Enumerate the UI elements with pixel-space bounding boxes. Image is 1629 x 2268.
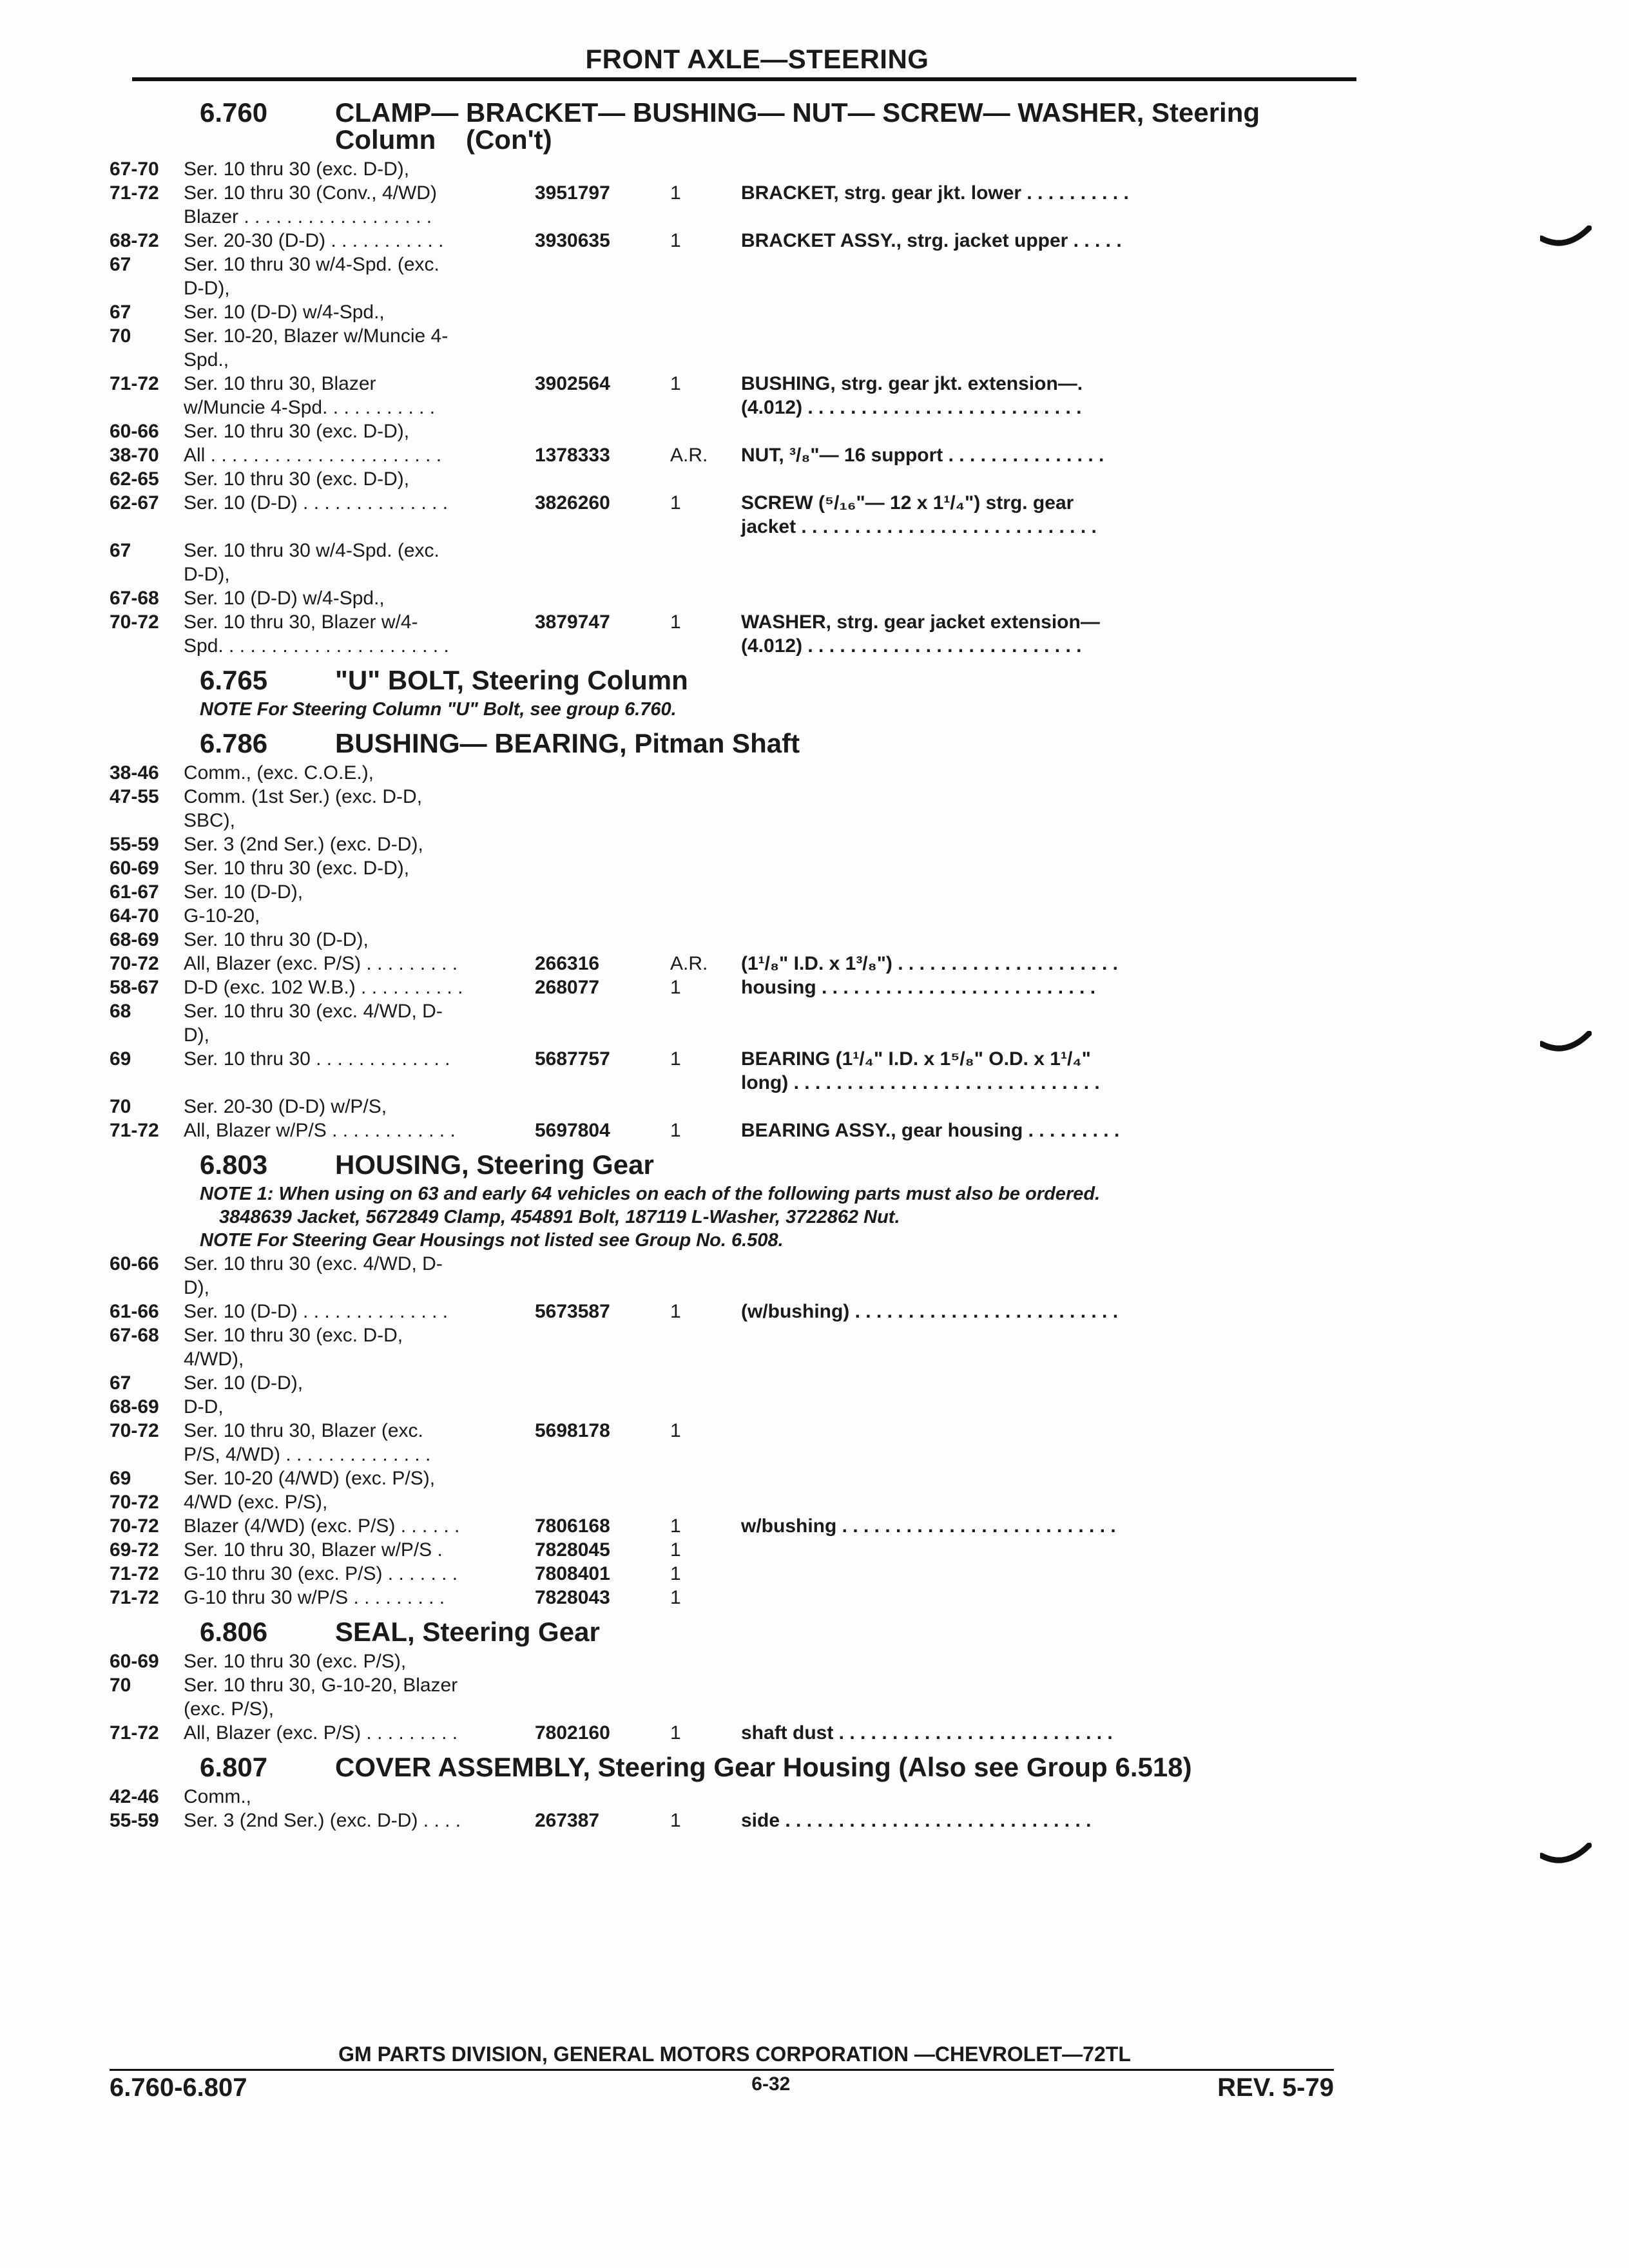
year-range: 71-72 <box>110 1563 159 1584</box>
model-description: Ser. 10 thru 30 (exc. 4/WD, D- D), <box>184 1001 443 1046</box>
table-row <box>110 443 1398 467</box>
model-description: Ser. 10 thru 30, G-10-20, Blazer (exc. P/S), <box>184 1675 458 1720</box>
quantity: 1 <box>670 492 681 514</box>
year-range: 69 <box>110 1468 131 1489</box>
table-row <box>110 467 1398 491</box>
part-name: BRACKET ASSY., strg. jacket upper . . . . . <box>741 230 1122 251</box>
model-description: Blazer (4/WD) (exc. P/S) . . . . . . <box>184 1515 460 1537</box>
year-range: 70 <box>110 1096 131 1117</box>
model-description: Ser. 10 (D-D) w/4-Spd., <box>184 302 385 323</box>
group-subtitle: Column (Con't) <box>335 124 552 155</box>
table-row <box>110 491 1398 539</box>
year-range: 42-46 <box>110 1786 159 1807</box>
table-row <box>110 586 1398 610</box>
quantity: 1 <box>670 1515 681 1537</box>
year-range: 70-72 <box>110 1420 159 1441</box>
table-row <box>110 300 1398 324</box>
model-description: Ser. 10 (D-D) . . . . . . . . . . . . . . <box>184 1301 448 1322</box>
year-range: 69 <box>110 1048 131 1070</box>
year-range: 67 <box>110 540 131 561</box>
model-description: G-10 thru 30 (exc. P/S) . . . . . . . <box>184 1563 458 1584</box>
part-number: 5697804 <box>535 1120 610 1141</box>
year-range: 60-66 <box>110 421 159 442</box>
group-title: "U" BOLT, Steering Column <box>335 665 688 695</box>
table-row <box>110 856 1398 880</box>
table-row <box>110 1586 1398 1610</box>
model-description: Ser. 10 (D-D), <box>184 1372 304 1394</box>
part-name: (w/bushing) . . . . . . . . . . . . . . . . . . . . . . . . . <box>741 1301 1119 1322</box>
table-row <box>110 157 1398 181</box>
part-number: 7806168 <box>535 1515 610 1537</box>
part-name: BRACKET, strg. gear jkt. lower . . . . . . . . . . <box>741 182 1129 204</box>
footer-corporation: GM PARTS DIVISION, GENERAL MOTORS CORPORATION —CHEVROLET—72TL <box>338 2042 1131 2066</box>
year-range: 61-67 <box>110 881 159 903</box>
model-description: Ser. 10 thru 30, Blazer w/Muncie 4-Spd. . . . . . . . . . . <box>184 373 436 418</box>
table-row <box>110 324 1398 372</box>
year-range: 62-67 <box>110 492 159 514</box>
year-range: 68-72 <box>110 230 159 251</box>
table-row <box>110 1649 1398 1673</box>
table-row <box>110 1252 1398 1300</box>
table-row <box>110 952 1398 975</box>
part-name: side . . . . . . . . . . . . . . . . . . . . . . . . . . . . . <box>741 1810 1092 1831</box>
note-line: NOTE 1: When using on 63 and early 64 vehicles on each of the following parts must also be ordered. <box>200 1184 1101 1204</box>
table-row <box>110 253 1398 300</box>
part-name: NUT, ³/₈"— 16 support . . . . . . . . . . . . . . . <box>741 445 1104 466</box>
note-line: 3848639 Jacket, 5672849 Clamp, 454891 Bolt, 187119 L-Washer, 3722862 Nut. <box>219 1207 900 1227</box>
model-description: Ser. 10 thru 30, Blazer w/4- Spd. . . . . . . . . . . . . . . . . . . . . . <box>184 611 449 657</box>
year-range: 68 <box>110 1001 131 1022</box>
part-name: BEARING ASSY., gear housing . . . . . . . . . <box>741 1120 1120 1141</box>
table-row <box>110 1562 1398 1586</box>
page-header <box>132 44 1356 81</box>
group-heading <box>110 1151 1398 1178</box>
model-description: All, Blazer (exc. P/S) . . . . . . . . . <box>184 953 458 974</box>
model-description: Ser. 20-30 (D-D) w/P/S, <box>184 1096 387 1117</box>
table-row <box>110 1047 1398 1095</box>
model-description: Ser. 10 thru 30 (D-D), <box>184 929 369 950</box>
year-range: 64-70 <box>110 905 159 927</box>
part-number: 7828043 <box>535 1587 610 1608</box>
year-range: 68-69 <box>110 1396 159 1418</box>
model-description: D-D, <box>184 1396 224 1418</box>
year-range: 60-69 <box>110 1651 159 1672</box>
group-number: 6.760 <box>200 97 268 128</box>
part-name: housing . . . . . . . . . . . . . . . . . . . . . . . . . . <box>741 977 1096 998</box>
group-number: 6.803 <box>200 1149 268 1180</box>
model-description: Ser. 3 (2nd Ser.) (exc. D-D) . . . . <box>184 1810 461 1831</box>
group-title: HOUSING, Steering Gear <box>335 1149 654 1180</box>
year-range: 71-72 <box>110 1722 159 1744</box>
binder-mark-icon <box>1540 226 1592 258</box>
year-range: 70-72 <box>110 1492 159 1513</box>
part-name: BEARING (1¹/₄" I.D. x 1⁵/₈" O.D. x 1¹/₄" long) . . . . . . . . . . . . . . . . . . . . . . . . . . . . . <box>741 1048 1100 1093</box>
table-row <box>110 1300 1398 1323</box>
group-heading <box>110 99 1398 153</box>
note-line: NOTE For Steering Gear Housings not listed see Group No. 6.508. <box>200 1230 784 1251</box>
model-description: Ser. 10 thru 30 (exc. D-D), <box>184 159 410 180</box>
part-number: 7808401 <box>535 1563 610 1584</box>
group-title: BUSHING— BEARING, Pitman Shaft <box>335 728 800 758</box>
year-range: 67-68 <box>110 1325 159 1346</box>
group-section <box>110 1619 1398 1745</box>
table-row <box>110 761 1398 785</box>
year-range: 67 <box>110 1372 131 1394</box>
year-range: 71-72 <box>110 182 159 204</box>
table-row <box>110 539 1398 586</box>
model-description: Comm., <box>184 1786 251 1807</box>
year-range: 67-70 <box>110 159 159 180</box>
year-range: 70 <box>110 325 131 347</box>
page-footer <box>110 2042 1334 2102</box>
parts-list <box>110 90 1398 1832</box>
model-description: Ser. 10 thru 30, Blazer w/P/S . <box>184 1539 443 1561</box>
part-number: 3930635 <box>535 230 610 251</box>
year-range: 70-72 <box>110 1515 159 1537</box>
table-row <box>110 372 1398 419</box>
table-row <box>110 1721 1398 1745</box>
model-description: Ser. 10 thru 30, Blazer (exc. P/S, 4/WD) . . . . . . . . . . . . . . <box>184 1420 431 1465</box>
table-row <box>110 1119 1398 1142</box>
year-range: 61-66 <box>110 1301 159 1322</box>
model-description: Ser. 10 thru 30 (Conv., 4/WD) Blazer . . . . . . . . . . . . . . . . . . <box>184 182 437 227</box>
year-range: 38-70 <box>110 445 159 466</box>
year-range: 55-59 <box>110 1810 159 1831</box>
year-range: 55-59 <box>110 834 159 855</box>
quantity: 1 <box>670 977 681 998</box>
table-row <box>110 1514 1398 1538</box>
part-name: shaft dust . . . . . . . . . . . . . . . . . . . . . . . . . . <box>741 1722 1113 1744</box>
group-heading <box>110 730 1398 757</box>
model-description: Ser. 3 (2nd Ser.) (exc. D-D), <box>184 834 423 855</box>
group-number: 6.807 <box>200 1752 268 1782</box>
quantity: 1 <box>670 1048 681 1070</box>
part-name: BUSHING, strg. gear jkt. extension—. (4.012) . . . . . . . . . . . . . . . . . . . . . . . . . . <box>741 373 1083 418</box>
table-row <box>110 1538 1398 1562</box>
binder-mark-icon <box>1540 1843 1592 1875</box>
group-note <box>110 1182 1398 1252</box>
group-number: 6.765 <box>200 665 268 695</box>
group-section <box>110 99 1398 658</box>
year-range: 71-72 <box>110 373 159 394</box>
part-number: 7828045 <box>535 1539 610 1561</box>
group-title: SEAL, Steering Gear <box>335 1617 600 1647</box>
table-row <box>110 1419 1398 1466</box>
year-range: 71-72 <box>110 1587 159 1608</box>
table-row <box>110 610 1398 658</box>
model-description: 4/WD (exc. P/S), <box>184 1492 328 1513</box>
year-range: 67 <box>110 302 131 323</box>
group-heading <box>110 1754 1398 1781</box>
table-row <box>110 1395 1398 1419</box>
model-description: Ser. 10 thru 30 (exc. D-D), <box>184 858 410 879</box>
part-number: 3951797 <box>535 182 610 204</box>
model-description: Ser. 10 (D-D), <box>184 881 304 903</box>
footer-revision: REV. 5-79 <box>1217 2073 1334 2102</box>
table-row <box>110 928 1398 952</box>
model-description: Ser. 10 (D-D) w/4-Spd., <box>184 588 385 609</box>
table-row <box>110 832 1398 856</box>
part-name: SCREW (⁵/₁₆"— 12 x 1¹/₄") strg. gear jacket . . . . . . . . . . . . . . . . . . . . . . . . . . . . <box>741 492 1097 537</box>
group-note <box>110 698 1398 721</box>
year-range: 67-68 <box>110 588 159 609</box>
year-range: 38-46 <box>110 762 159 783</box>
group-number: 6.786 <box>200 728 268 758</box>
table-row <box>110 1673 1398 1721</box>
quantity: 1 <box>670 1722 681 1744</box>
quantity: 1 <box>670 1563 681 1584</box>
part-name: w/bushing . . . . . . . . . . . . . . . . . . . . . . . . . . <box>741 1515 1116 1537</box>
year-range: 62-65 <box>110 468 159 490</box>
year-range: 60-69 <box>110 858 159 879</box>
model-description: Ser. 10-20 (4/WD) (exc. P/S), <box>184 1468 436 1489</box>
model-description: Ser. 10 thru 30 w/4-Spd. (exc. D-D), <box>184 540 439 585</box>
group-title: COVER ASSEMBLY, Steering Gear Housing (Also see Group 6.518) <box>335 1752 1192 1782</box>
table-row <box>110 904 1398 928</box>
table-row <box>110 880 1398 904</box>
part-number: 266316 <box>535 953 600 974</box>
part-number: 267387 <box>535 1810 600 1831</box>
header-rule <box>132 77 1356 81</box>
part-number: 5698178 <box>535 1420 610 1441</box>
part-number: 268077 <box>535 977 600 998</box>
table-row <box>110 1323 1398 1371</box>
table-row <box>110 975 1398 999</box>
model-description: Ser. 10 thru 30 (exc. D-D), <box>184 468 410 490</box>
group-number: 6.806 <box>200 1617 268 1647</box>
model-description: Ser. 10-20, Blazer w/Muncie 4- Spd., <box>184 325 448 370</box>
model-description: All . . . . . . . . . . . . . . . . . . . . . . <box>184 445 442 466</box>
year-range: 71-72 <box>110 1120 159 1141</box>
model-description: G-10-20, <box>184 905 260 927</box>
year-range: 47-55 <box>110 786 159 807</box>
model-description: All, Blazer (exc. P/S) . . . . . . . . . <box>184 1722 458 1744</box>
model-description: Comm., (exc. C.O.E.), <box>184 762 374 783</box>
quantity: 1 <box>670 611 681 633</box>
quantity: 1 <box>670 230 681 251</box>
table-row <box>110 1371 1398 1395</box>
model-description: Ser. 10 thru 30 (exc. 4/WD, D- D), <box>184 1253 443 1298</box>
footer-rule <box>110 2069 1334 2071</box>
year-range: 69-72 <box>110 1539 159 1561</box>
table-row <box>110 785 1398 832</box>
binder-mark-icon <box>1540 1031 1592 1063</box>
footer-page-number: 6-32 <box>751 2073 791 2095</box>
group-section <box>110 1754 1398 1832</box>
table-row <box>110 1095 1398 1119</box>
model-description: D-D (exc. 102 W.B.) . . . . . . . . . . <box>184 977 463 998</box>
page-title: FRONT AXLE—STEERING <box>585 44 929 74</box>
model-description: Ser. 10 thru 30 (exc. D-D), <box>184 421 410 442</box>
group-title: CLAMP— BRACKET— BUSHING— NUT— SCREW— WASHER, Steering <box>335 97 1260 128</box>
year-range: 70-72 <box>110 953 159 974</box>
quantity: 1 <box>670 1539 681 1561</box>
group-section <box>110 667 1398 721</box>
quantity: 1 <box>670 373 681 394</box>
year-range: 68-69 <box>110 929 159 950</box>
note-line: NOTE For Steering Column "U" Bolt, see group 6.760. <box>200 699 677 720</box>
year-range: 67 <box>110 254 131 275</box>
table-row <box>110 419 1398 443</box>
model-description: Ser. 10 thru 30 w/4-Spd. (exc. D-D), <box>184 254 439 299</box>
year-range: 70 <box>110 1675 131 1696</box>
quantity: 1 <box>670 1120 681 1141</box>
model-description: Ser. 20-30 (D-D) . . . . . . . . . . . <box>184 230 444 251</box>
model-description: G-10 thru 30 w/P/S . . . . . . . . . <box>184 1587 445 1608</box>
year-range: 58-67 <box>110 977 159 998</box>
quantity: 1 <box>670 1301 681 1322</box>
model-description: Comm. (1st Ser.) (exc. D-D, SBC), <box>184 786 423 831</box>
table-row <box>110 1809 1398 1832</box>
group-section <box>110 1151 1398 1610</box>
part-number: 5673587 <box>535 1301 610 1322</box>
quantity: A.R. <box>670 445 708 466</box>
part-number: 3826260 <box>535 492 610 514</box>
quantity: A.R. <box>670 953 708 974</box>
table-row <box>110 229 1398 253</box>
year-range: 60-66 <box>110 1253 159 1274</box>
part-name: WASHER, strg. gear jacket extension— (4.012) . . . . . . . . . . . . . . . . . . . . . . . . . . <box>741 611 1100 657</box>
model-description: Ser. 10 thru 30 . . . . . . . . . . . . . <box>184 1048 450 1070</box>
part-number: 7802160 <box>535 1722 610 1744</box>
group-heading <box>110 667 1398 694</box>
footer-group-range: 6.760-6.807 <box>110 2073 247 2102</box>
part-number: 1378333 <box>535 445 610 466</box>
table-row <box>110 181 1398 229</box>
table-row <box>110 1466 1398 1490</box>
part-number: 5687757 <box>535 1048 610 1070</box>
part-name: (1¹/₈" I.D. x 1³/₈") . . . . . . . . . . . . . . . . . . . . . <box>741 953 1118 974</box>
group-section <box>110 730 1398 1142</box>
quantity: 1 <box>670 182 681 204</box>
group-heading <box>110 1619 1398 1646</box>
model-description: Ser. 10 thru 30 (exc. D-D, 4/WD), <box>184 1325 403 1370</box>
year-range: 70-72 <box>110 611 159 633</box>
quantity: 1 <box>670 1587 681 1608</box>
part-number: 3902564 <box>535 373 610 394</box>
table-row <box>110 1785 1398 1809</box>
quantity: 1 <box>670 1420 681 1441</box>
model-description: Ser. 10 (D-D) . . . . . . . . . . . . . . <box>184 492 448 514</box>
part-number: 3879747 <box>535 611 610 633</box>
quantity: 1 <box>670 1810 681 1831</box>
model-description: All, Blazer w/P/S . . . . . . . . . . . . <box>184 1120 456 1141</box>
table-row <box>110 999 1398 1047</box>
table-row <box>110 1490 1398 1514</box>
model-description: Ser. 10 thru 30 (exc. P/S), <box>184 1651 407 1672</box>
